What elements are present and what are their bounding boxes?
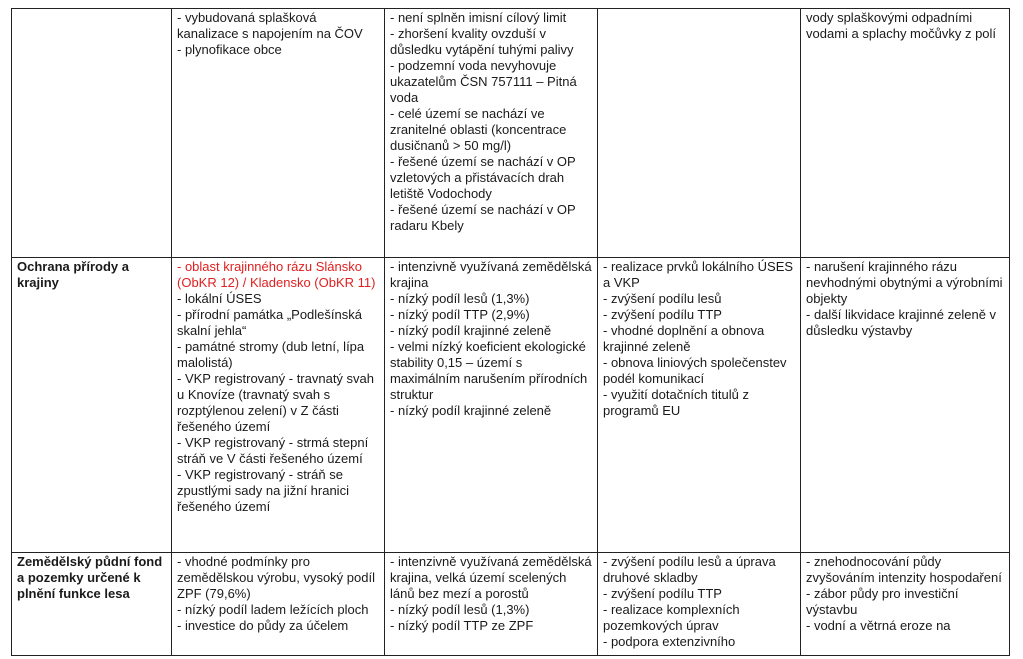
- list-item: - realizace prvků lokálního ÚSES a VKP: [603, 259, 794, 290]
- list-item: - řešené území se nachází v OP radaru Kbely: [390, 202, 576, 233]
- list-item: - památné stromy (dub letní, lípa malolistá): [177, 339, 365, 370]
- row-label: Ochrana přírody a krajiny: [12, 258, 172, 553]
- list-item: - zvýšení podílu TTP: [603, 307, 722, 322]
- table-row: [12, 9, 1010, 258]
- list-item: - celé území se nachází ve zranitelné oblasti (koncentrace dusičnanů > 50 mg/l): [390, 106, 567, 153]
- list-item: - znehodnocování půdy zvyšováním intenzity hospodaření: [806, 554, 1002, 585]
- list-item: - nízký podíl ladem ležících ploch: [177, 602, 369, 617]
- strengths-cell: [172, 9, 385, 258]
- row-label: Zemědělský půdní fond a pozemky určené k plnění funkce lesa: [12, 553, 172, 656]
- table-row: [12, 553, 1010, 656]
- list-item: vody splaškovými odpadními vodami a splachy močůvky z polí: [806, 10, 997, 41]
- weaknesses-cell: [385, 553, 598, 656]
- list-item: - zábor půdy pro investiční výstavbu: [806, 586, 959, 617]
- list-item: - lokální ÚSES: [177, 291, 262, 306]
- opportunities-cell: [598, 9, 801, 258]
- list-item: - obnova liniových společenstev podél komunikací: [603, 355, 787, 386]
- list-item: - intenzivně využívaná zemědělská krajina, velká území scelených lánů bez mezí a porostů: [390, 554, 592, 601]
- list-item: - oblast krajinného rázu Slánsko (ObKR 12) / Kladensko (ObKR 11): [177, 259, 376, 290]
- list-item: - využití dotačních titulů z programů EU: [603, 387, 749, 418]
- swot-table: [11, 8, 1010, 656]
- strengths-cell: [172, 258, 385, 553]
- list-item: - řešené území se nachází v OP vzletových a přistávacích drah letiště Vodochody: [390, 154, 576, 201]
- list-item: - další likvidace krajinné zeleně v důsledku výstavby: [806, 307, 997, 338]
- threats-cell: [801, 553, 1010, 656]
- list-item: - podpora extenzivního: [603, 634, 736, 649]
- list-item: - intenzivně využívaná zemědělská krajina: [390, 259, 592, 290]
- list-item: - nízký podíl krajinné zeleně: [390, 323, 552, 338]
- list-item: - plynofikace obce: [177, 42, 282, 57]
- list-item: - VKP registrovaný - travnatý svah u Knovíze (travnatý svah s rozptýlenou zelení) v Z části řešeného území: [177, 371, 375, 434]
- list-item: - vhodné doplnění a obnova krajinné zeleně: [603, 323, 765, 354]
- list-item: - nízký podíl lesů (1,3%): [390, 291, 530, 306]
- list-item: - podzemní voda nevyhovuje ukazatelům ČSN 757111 – Pitná voda: [390, 58, 577, 105]
- list-item: - nízký podíl TTP (2,9%): [390, 307, 530, 322]
- weaknesses-cell: [385, 258, 598, 553]
- row-label: [12, 9, 172, 258]
- weaknesses-cell: [385, 9, 598, 258]
- opportunities-cell: [598, 553, 801, 656]
- list-item: - nízký podíl krajinné zeleně: [390, 403, 552, 418]
- table-row: [12, 258, 1010, 553]
- list-item: - není splněn imisní cílový limit: [390, 10, 567, 25]
- list-item: - vhodné podmínky pro zemědělskou výrobu, vysoký podíl ZPF (79,6%): [177, 554, 375, 601]
- list-item: - investice do půdy za účelem: [177, 618, 349, 633]
- list-item: - zvýšení podílu lesů: [603, 291, 722, 306]
- threats-cell: [801, 258, 1010, 553]
- list-item: - VKP registrovaný - strmá stepní stráň ve V části řešeného území: [177, 435, 369, 466]
- list-item: - nízký podíl lesů (1,3%): [390, 602, 530, 617]
- opportunities-cell: [598, 258, 801, 553]
- strengths-cell: [172, 553, 385, 656]
- list-item: - vodní a větrná eroze na: [806, 618, 951, 633]
- list-item: - narušení krajinného rázu nevhodnými obytnými a výrobními objekty: [806, 259, 1003, 306]
- list-item: - nízký podíl TTP ze ZPF: [390, 618, 534, 633]
- list-item: - vybudovaná splašková kanalizace s napojením na ČOV: [177, 10, 363, 41]
- threats-cell: [801, 9, 1010, 258]
- list-item: - zhoršení kvality ovzduší v důsledku vytápění tuhými palivy: [390, 26, 574, 57]
- list-item: - realizace komplexních pozemkových úprav: [603, 602, 740, 633]
- list-item: - přírodní památka „Podlešínská skalní jehla“: [177, 307, 362, 338]
- list-item: - zvýšení podílu lesů a úprava druhové skladby: [603, 554, 776, 585]
- list-item: - velmi nízký koeficient ekologické stability 0,15 – území s maximálním narušením přírodních struktur: [390, 339, 588, 402]
- list-item: - zvýšení podílu TTP: [603, 586, 722, 601]
- list-item: - VKP registrovaný - stráň se zpustlými sady na jižní hranici řešeného území: [177, 467, 349, 514]
